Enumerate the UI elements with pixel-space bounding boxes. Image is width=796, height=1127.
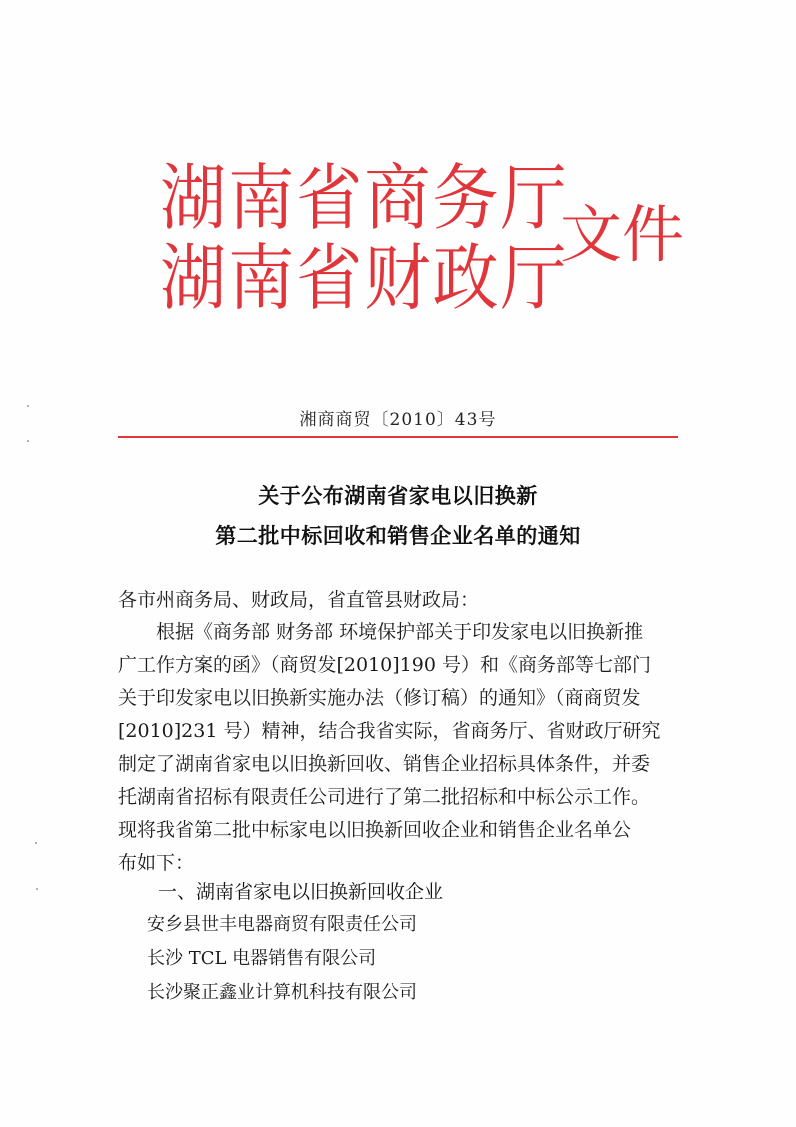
masthead-agency-finance: 湖南省财政厅	[160, 236, 569, 320]
scan-speck	[36, 888, 38, 890]
list-item: 安乡县世丰电器商贸有限责任公司	[147, 914, 417, 935]
scan-speck	[35, 842, 37, 844]
masthead-agency-commerce: 湖南省商务厅	[160, 156, 569, 240]
scan-speck	[27, 440, 29, 442]
body-paragraph	[118, 616, 680, 880]
body-line: 关于印发家电以旧换新实施办法（修订稿）的通知》（商商贸发	[118, 687, 641, 709]
list-item: 长沙聚正鑫业计算机科技有限公司	[147, 982, 417, 1003]
body-line: 广工作方案的函》（商贸发[2010]190 号）和《商务部等七部门	[118, 654, 651, 676]
masthead-doc-type: 文件	[560, 198, 685, 271]
addressee: 各市州商务局、财政局，省直管县财政局：	[118, 589, 480, 611]
list-item: 长沙 TCL 电器销售有限公司	[147, 948, 377, 969]
body-line: [2010]231 号）精神，结合我省实际，省商务厅、省财政厅研究	[118, 720, 661, 742]
company-list	[147, 908, 417, 1010]
body-line: 布如下：	[118, 852, 195, 874]
body-line: 制定了湖南省家电以旧换新回收、销售企业招标具体条件，并委	[118, 753, 651, 775]
body-line: 现将我省第二批中标家电以旧换新回收企业和销售企业名单公	[118, 819, 632, 841]
red-divider-line	[118, 436, 678, 438]
scan-speck	[27, 405, 29, 407]
body-line: 根据《商务部 财务部 环境保护部关于印发家电以旧换新推	[156, 621, 644, 643]
masthead	[160, 150, 700, 330]
section-heading-recycling-companies: 一、湖南省家电以旧换新回收企业	[158, 881, 444, 903]
title-line-1: 关于公布湖南省家电以旧换新	[258, 484, 538, 508]
body-line: 托湖南省招标有限责任公司进行了第二批招标和中标公示工作。	[118, 786, 651, 808]
document-number: 湘商商贸〔2010〕43号	[299, 410, 497, 430]
title-line-2: 第二批中标回收和销售企业名单的通知	[215, 524, 581, 548]
